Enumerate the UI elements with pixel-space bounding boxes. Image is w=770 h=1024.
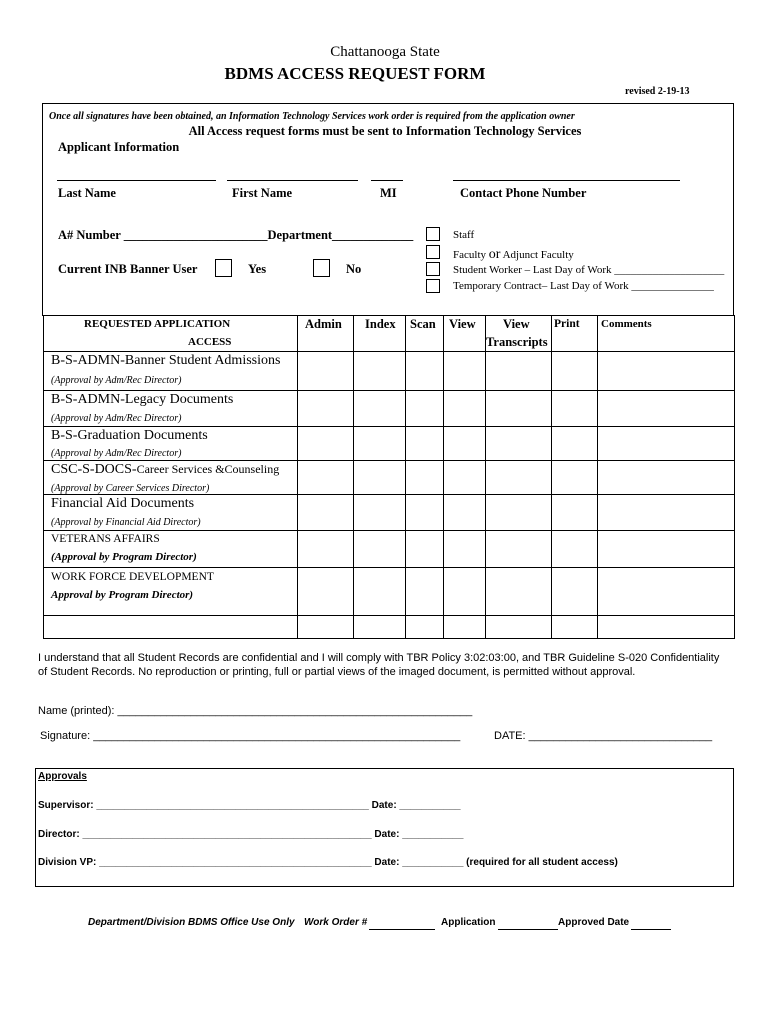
last-name-line[interactable] — [57, 180, 216, 181]
row-4-desc: Career Services &Counseling — [136, 462, 280, 476]
row-2-name: B-S-ADMN-Legacy Documents — [51, 392, 234, 407]
name-printed-field[interactable]: Name (printed): __________________________________________________________ — [38, 705, 473, 717]
faculty-checkbox[interactable] — [426, 245, 440, 259]
row-divider — [43, 567, 735, 568]
applicant-section-title: Applicant Information — [58, 140, 180, 154]
row-divider — [43, 530, 735, 531]
faculty-or: or — [488, 247, 501, 262]
notice-line-1: Once all signatures have been obtained, an Information Technology Services work order is required from the application owner — [49, 111, 575, 122]
banner-no-checkbox[interactable] — [313, 259, 330, 277]
header-application-1: REQUESTED APPLICATION — [84, 318, 231, 330]
form-title: BDMS ACCESS REQUEST FORM — [224, 64, 486, 83]
row-3-name: B-S-Graduation Documents — [51, 428, 208, 443]
mi-line[interactable] — [371, 180, 403, 181]
contact-phone-line[interactable] — [453, 180, 680, 181]
row-5-name: Financial Aid Documents — [51, 496, 195, 511]
header-print: Print — [554, 318, 580, 330]
signature-field[interactable]: Signature: ____________________________________________________________ — [40, 730, 461, 742]
row-6-approval: (Approval by Program Director) — [51, 551, 197, 563]
approvals-title: Approvals — [38, 771, 87, 782]
header-view-transcripts-2: Transcripts — [486, 335, 548, 349]
row-divider — [43, 351, 735, 352]
faculty-text: Faculty — [453, 249, 489, 261]
header-comments: Comments — [601, 318, 652, 330]
col-divider — [297, 315, 298, 639]
header-view-transcripts-1: View — [503, 317, 530, 331]
row-7-name: WORK FORCE DEVELOPMENT — [51, 571, 214, 583]
row-4-code: CSC-S-DOCS- — [51, 462, 137, 477]
approvals-box — [35, 768, 734, 887]
office-use-label: Department/Division BDMS Office Use Only — [88, 917, 295, 928]
signature-date-field[interactable]: DATE: ______________________________ — [494, 730, 713, 742]
row-2-approval: (Approval by Adm/Rec Director) — [51, 413, 182, 424]
header-admin: Admin — [305, 317, 342, 331]
row-3-approval: (Approval by Adm/Rec Director) — [51, 448, 182, 459]
revised-date: revised 2-19-13 — [625, 86, 690, 97]
row-6-name: VETERANS AFFAIRS — [51, 533, 160, 545]
work-order-label: Work Order # — [304, 917, 368, 928]
division-vp-field[interactable]: Division VP: _________________________________________________ Date: ___________ (required for all student access) — [38, 857, 618, 868]
row-divider — [43, 460, 735, 461]
approved-date-label: Approved Date — [558, 917, 630, 928]
mi-label: MI — [380, 186, 397, 200]
supervisor-field[interactable]: Supervisor: _________________________________________________ Date: ___________ — [38, 800, 461, 811]
row-4-name — [51, 462, 279, 478]
contact-phone-label: Contact Phone Number — [460, 186, 587, 200]
temporary-contract-label: Temporary Contract– Last Day of Work _______________ — [453, 280, 714, 292]
row-divider — [43, 390, 735, 391]
application-line[interactable] — [498, 929, 558, 930]
student-worker-label: Student Worker – Last Day of Work ____________________ — [453, 264, 725, 276]
row-5-approval: (Approval by Financial Aid Director) — [51, 517, 201, 528]
header-view: View — [449, 317, 476, 331]
staff-label: Staff — [453, 229, 475, 241]
col-divider — [485, 315, 486, 639]
col-divider — [597, 315, 598, 639]
application-label: Application — [441, 917, 496, 928]
banner-user-label: Current INB Banner User — [58, 262, 198, 276]
work-order-line[interactable] — [369, 929, 435, 930]
notice-line-2: All Access request forms must be sent to Information Technology Services — [188, 124, 582, 138]
row-1-name: B-S-ADMN-Banner Student Admissions — [51, 353, 281, 368]
header-scan: Scan — [410, 317, 436, 331]
last-name-label: Last Name — [58, 186, 116, 200]
student-worker-checkbox[interactable] — [426, 262, 440, 276]
row-4-approval: (Approval by Career Services Director) — [51, 483, 210, 494]
approved-date-line[interactable] — [631, 929, 671, 930]
col-divider — [405, 315, 406, 639]
org-name: Chattanooga State — [330, 44, 440, 60]
row-divider — [43, 426, 735, 427]
director-field[interactable]: Director: ____________________________________________________ Date: ___________ — [38, 829, 464, 840]
header-index: Index — [365, 317, 396, 331]
temporary-contract-checkbox[interactable] — [426, 279, 440, 293]
confidentiality-statement: I understand that all Student Records are confidential and I will comply with TBR Policy 3:02:03:00, and TBR Guideline S-020 Confidentiality of Student Records. No reproduction or printing, full or partial views of the imaged document, is permitted without approval. — [38, 652, 720, 678]
banner-yes-checkbox[interactable] — [215, 259, 232, 277]
staff-checkbox[interactable] — [426, 227, 440, 241]
col-divider — [443, 315, 444, 639]
row-7-approval: Approval by Program Director) — [51, 589, 194, 601]
first-name-label: First Name — [232, 186, 293, 200]
faculty-label — [453, 247, 574, 263]
first-name-line[interactable] — [227, 180, 358, 181]
banner-yes-label: Yes — [248, 262, 267, 276]
banner-no-label: No — [346, 262, 362, 276]
col-divider — [551, 315, 552, 639]
header-application-2: ACCESS — [188, 336, 232, 348]
row-1-approval: (Approval by Adm/Rec Director) — [51, 375, 182, 386]
row-divider — [43, 494, 735, 495]
adjunct-text: Adjunct Faculty — [500, 249, 574, 261]
col-divider — [353, 315, 354, 639]
a-number-department[interactable]: A# Number _______________________Department_____________ — [58, 228, 414, 242]
row-divider — [43, 615, 735, 616]
